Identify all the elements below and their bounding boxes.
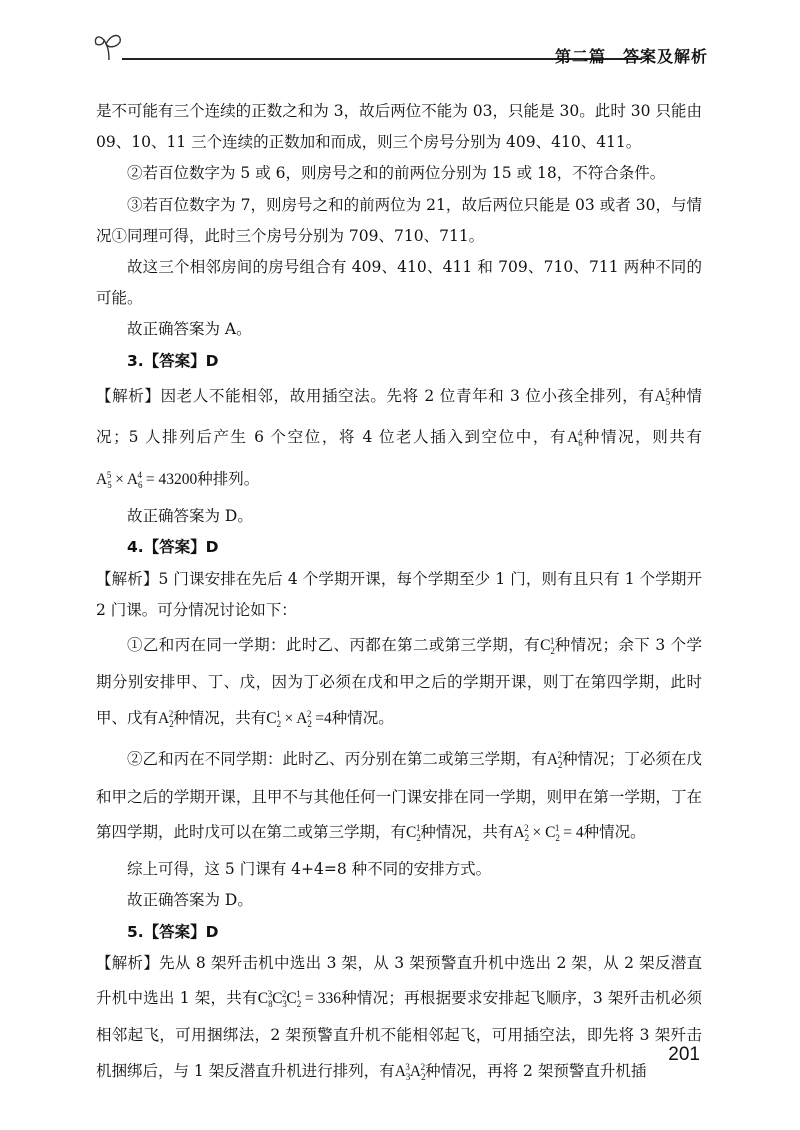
case-2 xyxy=(96,740,702,854)
math-expression: $A_5^5$ xyxy=(654,386,671,408)
math-expression: $C_2^1$ xyxy=(540,636,555,657)
text-run: ②乙和丙在不同学期：此时乙、丙分别在第二或第三学期，有 xyxy=(127,750,547,769)
text-run: 种情况，共有 xyxy=(173,708,267,727)
math-expression: $A_2^2$ xyxy=(158,708,174,729)
explanation-q3 xyxy=(96,377,702,501)
page-body xyxy=(96,96,702,1093)
answer-heading-q3: 3.【答案】D xyxy=(127,351,219,370)
page-header xyxy=(92,30,708,70)
paragraph: 故这三个相邻房间的房号组合有 409、410、411 和 709、710、711 两种不同的可能。 xyxy=(96,258,702,308)
text-run: 种情况；5 人排列后产生 6 个空位，将 4 位老人插入到空位中，有 xyxy=(96,386,702,447)
chapter-title: 第二篇 答案及解析 xyxy=(554,47,708,66)
text-run: 种情况，共有 xyxy=(420,822,514,841)
text-run: 【解析】先从 8 架歼击机中选出 3 架，从 3 架预警直升机中选出 2 架，从 2 架反潜直升机中选出 1 架，共有 xyxy=(96,953,702,1008)
math-expression: $C_2^1$ xyxy=(406,822,421,844)
paragraph: 是不可能有三个连续的正数之和为 3，故后两位不能为 03，只能是 30。此时 30 只能由 09、10、11 三个连续的正数加和而成，则三个房号分别为 409、410、411。 xyxy=(96,102,702,152)
text-run: 种情况；余下 3 个学期分别安排甲、丁、戊，因为丁必须在戊和甲之后的学期开课，则丁在第四学期，此时甲、戊有 xyxy=(96,636,702,727)
explanation-q4: 【解析】5 门课安排在先后 4 个学期开课，每个学期至少 1 门，则有且只有 1 个学期开 2 门课。可分情况讨论如下： xyxy=(96,569,702,619)
text-run: 种情况。 xyxy=(583,822,646,841)
conclusion: 故正确答案为 A。 xyxy=(127,320,252,339)
text-run: ①乙和丙在同一学期：此时乙、丙都在第二或第三学期，有 xyxy=(127,636,541,655)
text-run: 种排列。 xyxy=(197,469,260,488)
math-expression: $A_6^4$ xyxy=(567,428,583,449)
math-expression: $A_2^2 \times C_2^1 = 4$ xyxy=(513,822,584,844)
page-number: 201 xyxy=(668,1044,700,1065)
text-run: 种情况，则共有 xyxy=(582,428,702,447)
explanation-q5 xyxy=(96,948,702,1093)
answer-heading-q5: 5.【答案】D xyxy=(127,922,219,941)
conclusion: 故正确答案为 D。 xyxy=(127,507,253,526)
math-expression: $A_3^3A_2^2$ xyxy=(394,1061,426,1082)
case-1 xyxy=(96,626,702,740)
summary: 综上可得，这 5 门课有 4+4=8 种不同的安排方式。 xyxy=(127,860,492,879)
math-expression: $A_2^2$ xyxy=(546,750,563,771)
conclusion: 故正确答案为 D。 xyxy=(127,891,253,910)
text-run: 种情况。 xyxy=(331,708,394,727)
leaf-sprout-icon xyxy=(92,30,126,62)
paragraph: ③若百位数字为 7，则房号之和的前两位为 21，故后两位只能是 03 或者 30，与情况①同理可得，此时三个房号分别为 709、710、711。 xyxy=(96,195,702,245)
math-expression: $A_5^5 \times A_6^4 = 43200$ xyxy=(96,469,198,490)
text-run: 种情况；再根据要求安排起飞顺序，3 架歼击机必须相邻起飞，可用捆绑法，2 架预警直升机不能相邻起飞，可用插空法，即先将 3 架歼击机捆绑后，与 1 架反潜直升机进行排列，有 xyxy=(96,989,702,1080)
math-expression: $C_2^1 \times A_2^2 =4$ xyxy=(266,708,332,729)
answer-heading-q4: 4.【答案】D xyxy=(127,538,219,557)
paragraph: ②若百位数字为 5 或 6，则房号之和的前两位分别为 15 或 18，不符合条件。 xyxy=(127,164,666,183)
math-expression: $C_8^3C_3^2C_2^1 = 336$ xyxy=(257,989,341,1010)
text-run: 【解析】因老人不能相邻，故用插空法。先将 2 位青年和 3 位小孩全排列，有 xyxy=(96,386,655,405)
text-run: 种情况；丁必须在戊和甲之后的学期开课，且甲不与其他任何一门课安排在同一学期，则甲在第一学期，丁在第四学期，此时戊可以在第二或第三学期，有 xyxy=(96,750,702,841)
text-run: 种情况，再将 2 架预警直升机插 xyxy=(425,1061,647,1080)
